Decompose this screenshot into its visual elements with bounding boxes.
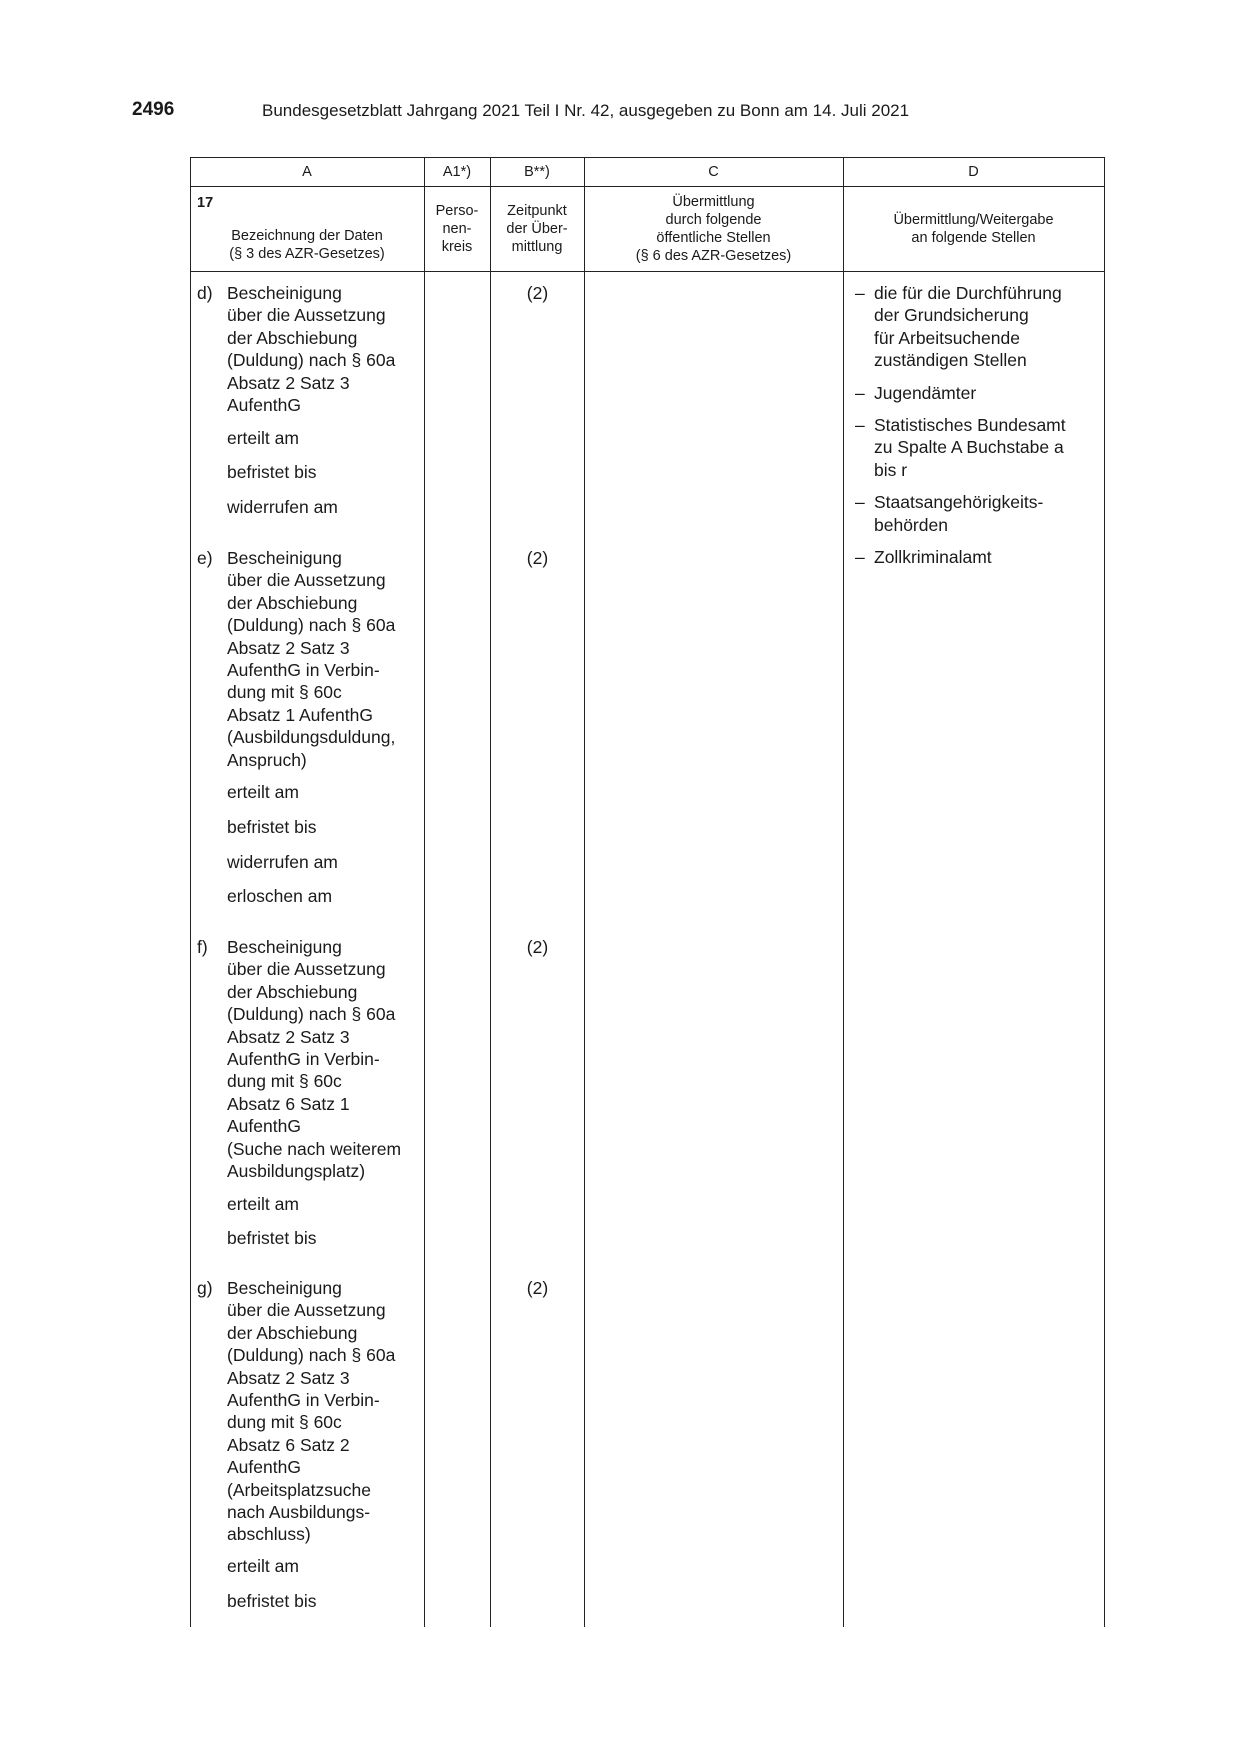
transmission-time-value: (2): [526, 1278, 549, 1298]
entry-label: e): [197, 548, 213, 568]
desc-line: AufenthG: [227, 395, 301, 416]
recipient-item: [855, 382, 1103, 404]
recipient-line: zuständigen Stellen: [874, 350, 1027, 371]
desc-line: (Arbeitsplatzsuche: [227, 1479, 371, 1500]
desc-line: abschluss): [227, 1524, 311, 1545]
entry-description: [227, 1277, 427, 1546]
desc-line: AufenthG: [227, 1457, 301, 1478]
recipient-line: Jugendämter: [874, 382, 977, 403]
table-border-left: [190, 157, 191, 1627]
desc-line: der Abschiebung: [227, 327, 358, 348]
desc-line: nach Ausbildungs-: [227, 1502, 371, 1523]
col-divider-b-c: [584, 157, 585, 1627]
data-table: [190, 157, 1105, 1627]
recipient-item: [855, 414, 1103, 481]
desc-line: der Abschiebung: [227, 981, 358, 1002]
recipient-list: [855, 282, 1103, 578]
desc-line: Bescheinigung: [227, 548, 342, 568]
desc-line: dung mit § 60c: [227, 1071, 342, 1092]
desc-line: Absatz 2 Satz 3: [227, 637, 350, 658]
header-line: mittlung: [511, 239, 563, 255]
desc-line: AufenthG in Verbin-: [227, 1049, 380, 1070]
entry-description: [227, 282, 427, 416]
desc-line: über die Aussetzung: [227, 959, 386, 980]
desc-line: AufenthG: [227, 1116, 301, 1137]
desc-line: Absatz 2 Satz 3: [227, 1026, 350, 1047]
col-divider-c-d: [843, 157, 844, 1627]
table-border-top: [190, 157, 1105, 158]
column-letter-c: C: [708, 164, 719, 180]
running-head: Bundesgesetzblatt Jahrgang 2021 Teil I Nr. 42, ausgegeben zu Bonn am 14. Juli 2021: [262, 101, 910, 120]
recipient-line: der Grundsicherung: [874, 305, 1029, 326]
desc-line: über die Aussetzung: [227, 1300, 386, 1321]
col-a1-header: [424, 202, 490, 256]
row-number: 17: [197, 195, 214, 211]
desc-line: Anspruch): [227, 749, 307, 770]
col-b-header: [490, 202, 584, 256]
dash-marker: –: [855, 492, 865, 513]
desc-line: über die Aussetzung: [227, 305, 386, 326]
dash-marker: –: [855, 283, 865, 303]
desc-line: über die Aussetzung: [227, 570, 386, 591]
sub-item: befristet bis: [227, 1228, 317, 1248]
sub-item: widerrufen am: [227, 852, 338, 872]
recipient-item: [855, 546, 1103, 568]
column-letter-a1: A1*): [442, 164, 472, 180]
entry-label: d): [197, 283, 213, 303]
desc-line: Bescheinigung: [227, 1278, 342, 1298]
header-line: nen-: [442, 221, 472, 237]
desc-line: Absatz 2 Satz 3: [227, 1367, 350, 1388]
recipient-line: behörden: [874, 514, 948, 535]
sub-item: widerrufen am: [227, 497, 338, 517]
col-c-header: [584, 193, 843, 265]
desc-line: der Abschiebung: [227, 592, 358, 613]
page-number: 2496: [132, 99, 175, 120]
transmission-time-value: (2): [526, 937, 549, 957]
desc-line: Bescheinigung: [227, 937, 342, 957]
recipient-item: [855, 491, 1103, 536]
recipient-line: für Arbeitsuchende: [874, 327, 1020, 348]
column-letter-b: B**): [524, 164, 550, 180]
recipient-line: bis r: [874, 459, 908, 480]
header-divider-body: [190, 271, 1105, 272]
table-border-right: [1104, 157, 1105, 1627]
sub-item: erloschen am: [227, 886, 333, 906]
header-divider-letters: [190, 186, 1105, 187]
dash-marker: –: [855, 415, 865, 436]
desc-line: Absatz 6 Satz 2: [227, 1434, 350, 1455]
desc-line: dung mit § 60c: [227, 1412, 342, 1433]
col-a-header: [190, 227, 424, 263]
desc-line: Bescheinigung: [227, 283, 342, 303]
header-line: Übermittlung/Weitergabe: [893, 212, 1054, 228]
sub-item: erteilt am: [227, 428, 299, 448]
col-d-header: [843, 211, 1104, 247]
desc-line: (Duldung) nach § 60a: [227, 615, 396, 636]
sub-item: erteilt am: [227, 782, 299, 802]
recipient-line: Zollkriminalamt: [874, 547, 992, 568]
dash-marker: –: [855, 547, 865, 568]
recipient-item: [855, 282, 1103, 372]
column-letter-d: D: [968, 164, 979, 180]
header-line: Übermittlung: [672, 194, 755, 210]
desc-line: dung mit § 60c: [227, 682, 342, 703]
sub-item: befristet bis: [227, 817, 317, 837]
desc-line: (Ausbildungsduldung,: [227, 727, 396, 748]
header-line: kreis: [441, 239, 473, 255]
dash-marker: –: [855, 382, 865, 403]
desc-line: Absatz 6 Satz 1: [227, 1093, 350, 1114]
sub-item: erteilt am: [227, 1556, 299, 1576]
header-line: (§ 6 des AZR-Gesetzes): [635, 248, 792, 264]
sub-item: erteilt am: [227, 1194, 299, 1214]
recipient-line: Staatsangehörigkeits-: [874, 492, 1044, 513]
recipient-line: zu Spalte A Buchstabe a: [874, 437, 1064, 458]
entry-label: g): [197, 1278, 213, 1298]
header-line: der Über-: [506, 221, 568, 237]
entry-label: f): [197, 937, 208, 957]
sub-item: befristet bis: [227, 1591, 317, 1611]
column-letter-a: A: [302, 164, 312, 180]
desc-line: der Abschiebung: [227, 1322, 358, 1343]
desc-line: Ausbildungsplatz): [227, 1161, 366, 1182]
desc-line: (Duldung) nach § 60a: [227, 350, 396, 371]
header-line: Perso-: [435, 203, 479, 219]
header-line: (§ 3 des AZR-Gesetzes): [229, 246, 385, 262]
header-line: an folgende Stellen: [911, 230, 1036, 246]
desc-line: (Suche nach weiterem: [227, 1138, 402, 1159]
desc-line: (Duldung) nach § 60a: [227, 1345, 396, 1366]
desc-line: (Duldung) nach § 60a: [227, 1004, 396, 1025]
header-line: durch folgende: [665, 212, 762, 228]
entry-description: [227, 547, 427, 771]
recipient-line: Statistisches Bundesamt: [874, 415, 1066, 436]
transmission-time-value: (2): [526, 283, 549, 303]
sub-item: befristet bis: [227, 462, 317, 482]
desc-line: AufenthG in Verbin-: [227, 660, 380, 681]
desc-line: Absatz 1 AufenthG: [227, 704, 373, 725]
recipient-line: die für die Durchführung: [874, 283, 1062, 303]
header-line: öffentliche Stellen: [656, 230, 771, 246]
header-line: Zeitpunkt: [507, 203, 567, 219]
desc-line: Absatz 2 Satz 3: [227, 372, 350, 393]
desc-line: AufenthG in Verbin-: [227, 1390, 380, 1411]
transmission-time-value: (2): [526, 548, 549, 568]
header-line: Bezeichnung der Daten: [231, 228, 383, 244]
entry-description: [227, 936, 427, 1182]
col-divider-a1-b: [490, 157, 491, 1627]
